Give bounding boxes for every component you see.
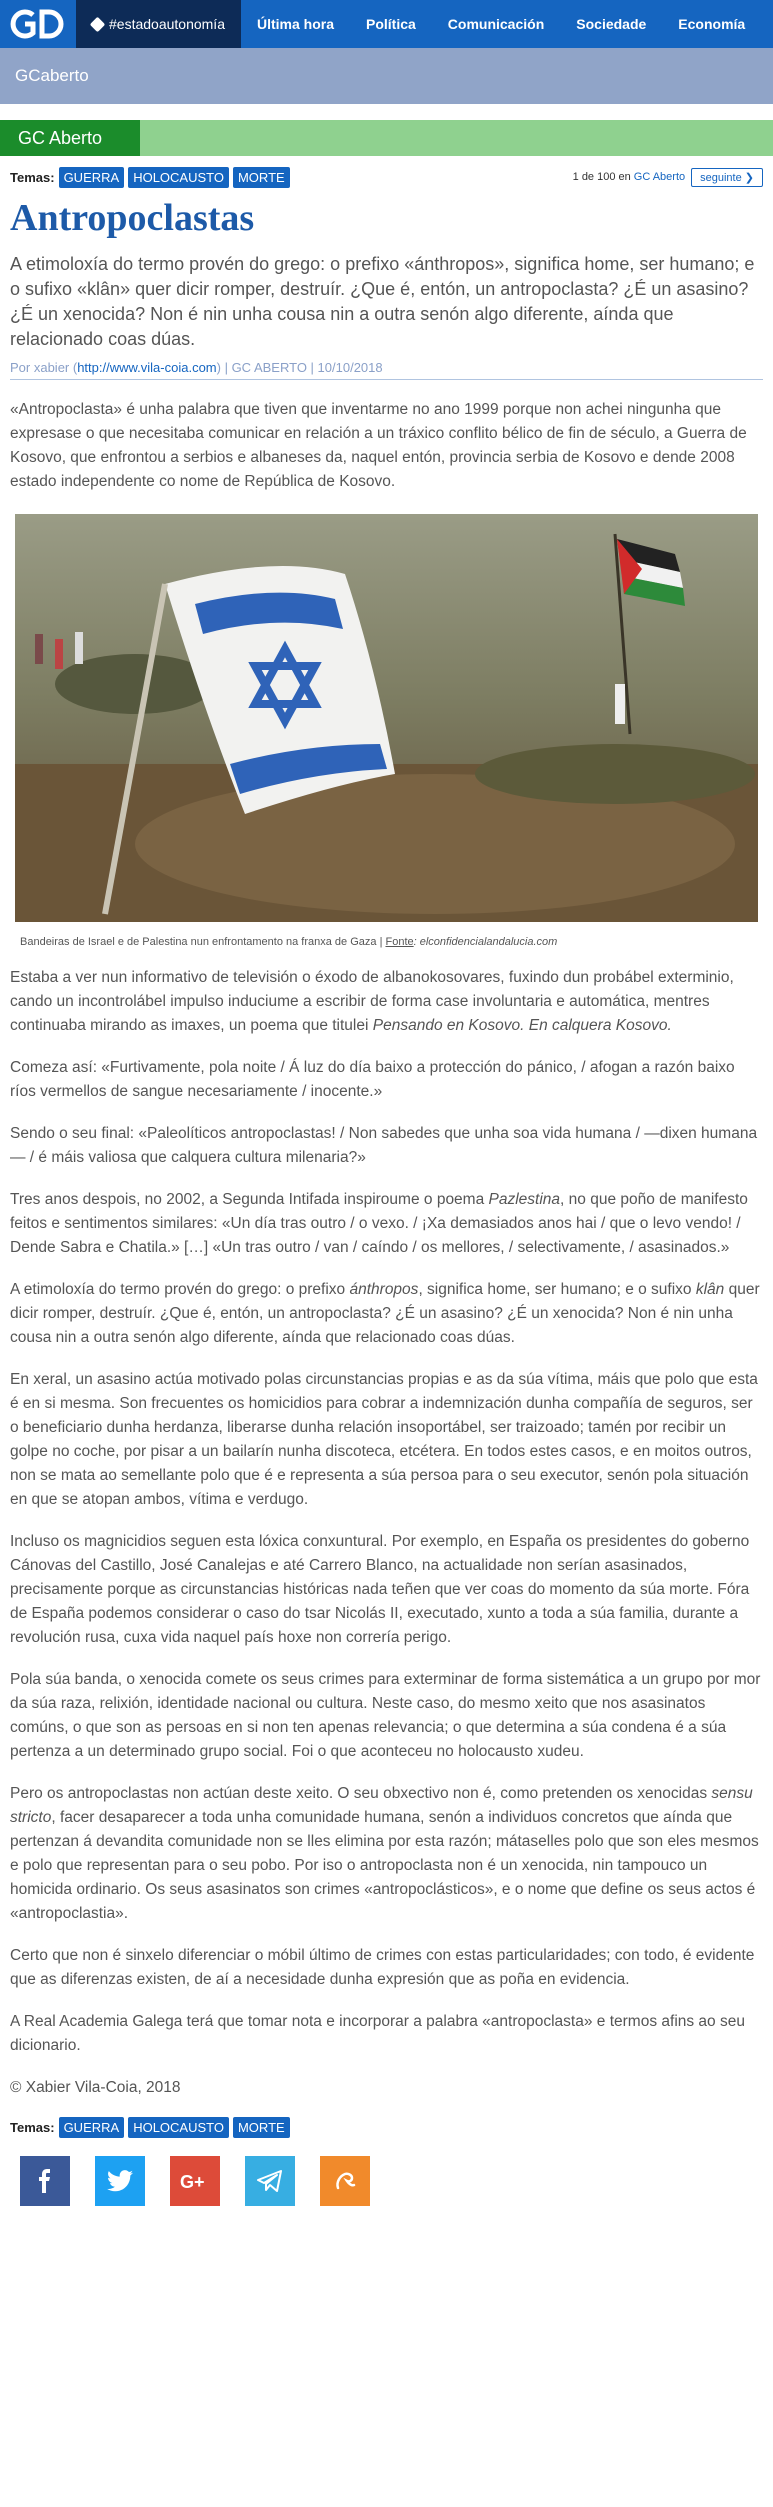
article-content	[0, 166, 773, 2206]
article-figure	[10, 514, 763, 948]
nav-item-comunicacion[interactable]: Comunicación	[447, 16, 545, 32]
tag-guerra[interactable]: GUERRA	[59, 2117, 125, 2138]
pager-section-link[interactable]: GC Aberto	[633, 171, 686, 183]
paragraph-11: Certo que non é sinxelo diferenciar o móbil último de crimes con estas particularidades; con todo, é evidente que as diferenzas existen, de aí a necesidade dunha expresión que as poña en evidencia.	[10, 1947, 755, 1988]
top-nav	[0, 0, 773, 48]
paragraph-7: En xeral, un asasino actúa motivado polas circunstancias propias e as da súa vítima, máis que polo que esta é en si mesma. Son frecuentes os homicidios para cobrar a indemnización dunha compañía de seguros, ser o beneficiario dunha herdanza, liberarse dunha relación insoportábel, ser traizoado; tamén por recibir un golpe no coche, por pisar a un bailarín nunha discoteca, etcétera. En todos estes casos, e en moitos outros, non se mata ao semellante polo que é e representa a súa persoa para o seu executor, senón pola situación en que se atopan ambos, vítima e verdugo.	[10, 1371, 758, 1508]
section-tab[interactable]: GC Aberto	[0, 120, 140, 156]
photo-caption: Bandeiras de Israel e de Palestina nun enfrontamento na franxa de Gaza | Fonte: elconfidencialandalucia.com	[20, 936, 558, 948]
pager-count: 1 de 100 en	[572, 171, 631, 183]
temas-label: Temas:	[10, 2119, 55, 2135]
copyright: © Xabier Vila-Coia, 2018	[10, 2079, 181, 2096]
share-facebook-button[interactable]	[20, 2156, 70, 2206]
brand-bar	[0, 48, 773, 104]
temas-top	[10, 166, 763, 188]
byline: Por xabier (http://www.vila-coia.com) | GC ABERTO | 10/10/2018	[10, 360, 763, 380]
paragraph-10: Pero os antropoclastas non actúan deste xeito. O seu obxectivo non é, como pretenden os xenocidas sensu stricto, facer desaparecer a toda unha comunidade humana, senón a individuos concretos que aínda que pertenzan á devandita comunidade non se lles elimina por esta razón; mátaselles polo que son eles mesmos e polo que representan para o seu pobo. Por iso o antropoclasta non é un xenocida, nin tampouco un homicida ordinario. Os seus asasinatos son crimes «antropoclásticos», e o nome que define os seus actos é «antropoclastia».	[10, 1785, 759, 1922]
section-bar	[0, 120, 773, 156]
nav-item-economia[interactable]: Economía	[678, 16, 746, 32]
tag-holocausto[interactable]: HOLOCAUSTO	[128, 2117, 229, 2138]
share-meneame-button[interactable]	[320, 2156, 370, 2206]
caption-source-link[interactable]: Fonte	[385, 936, 414, 948]
pager	[573, 168, 763, 187]
spacer	[0, 104, 773, 120]
paragraph-4: Sendo o seu final: «Paleolíticos antropoclastas! / Non sabedes que unha soa vida humana / —dixen humana— / é máis valiosa que calquera cultura milenaria?»	[10, 1125, 758, 1166]
brand-title[interactable]: GCaberto	[15, 66, 89, 85]
tag-icon	[90, 16, 106, 32]
twitter-icon	[107, 2170, 133, 2192]
article-lead: A etimoloxía do termo provén do grego: o prefixo «ánthropos», significa home, ser humano; e o sufixo «klân» quer dicir romper, destruír. ¿Que é, entón, un antropoclasta? ¿É un asasino? ¿É un xenocida? Non é nin unha cousa nin a outra senón algo diferente, aínda que relacionado coas dúas.	[10, 254, 755, 349]
paragraph-12: A Real Academia Galega terá que tomar nota e incorporar a palabra «antropoclasta» e termos afins ao seu dicionario.	[10, 2013, 745, 2054]
flags-photo-illustration	[15, 514, 758, 922]
nav-item-ultima-hora[interactable]: Última hora	[256, 16, 334, 32]
tag-holocausto[interactable]: HOLOCAUSTO	[128, 167, 229, 188]
nav-hashtag[interactable]: #estadoautonomía	[76, 0, 241, 48]
paragraph-2: Estaba a ver nun informativo de televisión o éxodo de albanokosovares, fuxindo dun probábel exterminio, cando un incontrolábel impulso induciume a escribir de forma case involuntaria e automática, mentres continuaba mirando as imaxes, un poema que titulei Pensando en Kosovo. En calquera Kosovo.	[10, 969, 734, 1034]
meneame-icon	[332, 2168, 358, 2194]
article-photo	[15, 514, 758, 922]
nav-item-politica[interactable]: Política	[366, 16, 416, 32]
paragraph-8: Incluso os magnicidios seguen esta lóxica conxuntural. Por exemplo, en España os presidentes do goberno Cánovas del Castillo, José Canalejas e até Carrero Blanco, na actualidade non serían asasinados, precisamente porque as circunstancias históricas nada teñen que ver coas do momento da súa morte. Fóra de España podemos considerar o caso do tsar Nicolás II, executado, xunto a toda a súa familia, durante a revolución rusa, cuxa vida naquel país hoxe non correría perigo.	[10, 1533, 750, 1646]
share-bar	[10, 2156, 763, 2206]
svg-text:G+: G+	[180, 2172, 205, 2191]
tag-morte[interactable]: MORTE	[233, 167, 290, 188]
paragraph-1: «Antropoclasta» é unha palabra que tiven que inventarme no ano 1999 porque non achei ningunha que expresase o que necesitaba comunicar en relación a un tráxico conflito bélico de fin de século, a Guerra de Kosovo, que enfrontou a serbios e albaneses da, naquel entón, provincia serbia de Kosovo e dende 2008 estado independente co nome de República de Kosovo.	[10, 401, 747, 490]
next-button[interactable]: seguinte ❯	[691, 168, 763, 187]
facebook-icon	[33, 2169, 57, 2193]
share-google-plus-button[interactable]	[170, 2156, 220, 2206]
site-logo[interactable]	[0, 0, 76, 48]
paragraph-3: Comeza así: «Furtivamente, pola noite / Á luz do día baixo a protección do pánico, / afogan a razón baixo ríos vermellos de sangue necesariamente / inocente.»	[10, 1059, 735, 1100]
google-plus-icon	[180, 2171, 210, 2191]
paragraph-9: Pola súa banda, o xenocida comete os seus crimes para exterminar de forma sistemática a un grupo por mor da súa raza, relixión, identidade nacional ou cultura. Neste caso, do mesmo xeito que nos asasinatos comúns, o que son as persoas en si non ten apenas relevancia; o que determina a súa condena é a súa pertenza a un determinado grupo social. Foi o que aconteceu no holocausto xudeu.	[10, 1671, 761, 1760]
paragraph-6: A etimoloxía do termo provén do grego: o prefixo ánthropos, significa home, ser humano; e o sufixo klân quer dicir romper, destruír. ¿Que é, entón, un antropoclasta? ¿É un asasino? ¿É un xenocida? Non é nin unha cousa nin a outra senón algo diferente, aínda que relacionado coas dúas.	[10, 1281, 760, 1346]
gc-logo-icon	[9, 7, 67, 41]
telegram-icon	[257, 2170, 283, 2192]
tag-morte[interactable]: MORTE	[233, 2117, 290, 2138]
tag-guerra[interactable]: GUERRA	[59, 167, 125, 188]
temas-bottom	[10, 2116, 763, 2138]
temas-label: Temas:	[10, 169, 55, 185]
share-twitter-button[interactable]	[95, 2156, 145, 2206]
paragraph-5: Tres anos despois, no 2002, a Segunda Intifada inspiroume o poema Pazlestina, no que poño de manifesto feitos e sentimentos similares: «Un día tras outro / o vexo. / ¡Xa demasiados anos hai / que o levo vendo! / Dende Sabra e Chatila.» […] «Un tras outro / van / caíndo / os mellores, / selectivamente, / asasinados.»	[10, 1191, 748, 1256]
article-title: Antropoclastas	[10, 197, 255, 239]
share-telegram-button[interactable]	[245, 2156, 295, 2206]
author-link[interactable]: http://www.vila-coia.com	[77, 360, 217, 375]
chevron-right-icon: ❯	[744, 171, 754, 184]
nav-item-sociedade[interactable]: Sociedade	[576, 16, 647, 32]
